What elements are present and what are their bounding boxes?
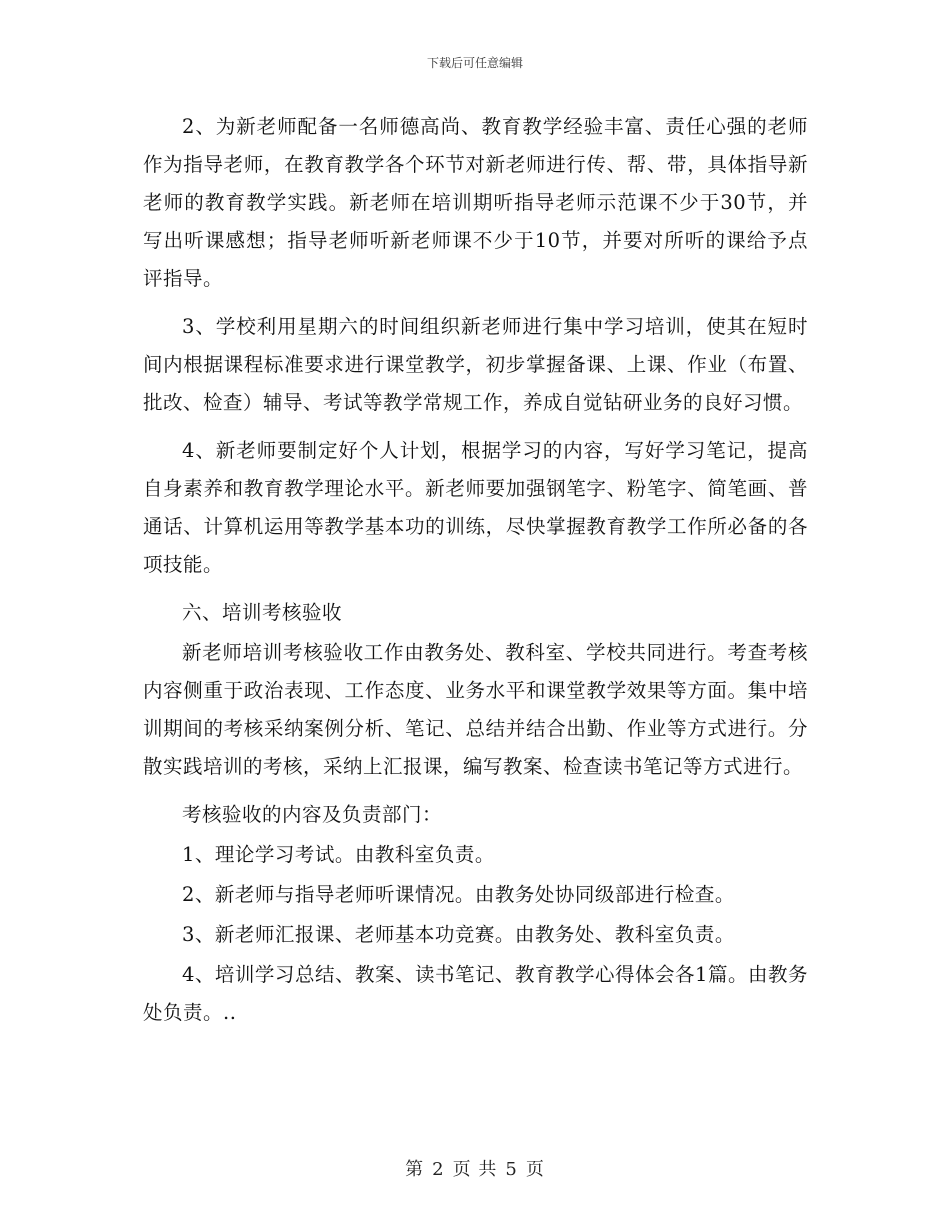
body-text [143, 108, 808, 1042]
page-number: 2 [432, 1159, 445, 1180]
paragraph-assessment-items-intro: 考核验收的内容及负责部门： [182, 803, 443, 826]
page-mid: 页 共 [452, 1159, 498, 1180]
paragraph-assessment-overview: 新老师培训考核验收工作由教务处、教科室、学校共同进行。考查考核内容侧重于政治表现、工作态度、业务水平和课堂教学效果等方面。集中培训期间的考核采纳案例分析、笔记、总结并结合出勤、作业等方式进行。分散实践培训的考核，采纳上汇报课，编写教案、检查读书笔记等方式进行。 [143, 641, 808, 778]
page-footer [0, 1155, 950, 1181]
section-heading-assessment: 六、培训考核验收 [182, 601, 343, 624]
paragraph-saturday-training: 3、学校利用星期六的时间组织新老师进行集中学习培训，使其在短时间内根据课程标准要求进行课堂教学，初步掌握备课、上课、作业（布置、批改、检查）辅导、考试等教学常规工作，养成自觉钻研业务的良好习惯。 [143, 315, 808, 414]
list-item-training-summary: 4、培训学习总结、教案、读书笔记、教育教学心得体会各1篇。由教务处负责。.. [143, 963, 808, 1024]
header-note: 下载后可任意编辑 [426, 56, 523, 70]
list-item-theory-exam: 1、理论学习考试。由教科室负责。 [182, 843, 495, 866]
page-total: 5 [505, 1159, 518, 1180]
list-item-lesson-observation: 2、新老师与指导老师听课情况。由教务处协同级部进行检查。 [182, 883, 735, 906]
page-prefix: 第 [405, 1159, 425, 1180]
paragraph-mentor-assignment: 2、为新老师配备一名师德高尚、教育教学经验丰富、责任心强的老师作为指导老师，在教育教学各个环节对新老师进行传、帮、带，具体指导新老师的教育教学实践。新老师在培训期听指导老师示范课不少于30节，并写出听课感想；指导老师听新老师课不少于10节，并要对所听的课给予点评指导。 [143, 115, 808, 290]
paragraph-personal-plan: 4、新老师要制定好个人计划，根据学习的内容，写好学习笔记，提高自身素养和教育教学理论水平。新老师要加强钢笔字、粉笔字、简笔画、普通话、计算机运用等教学基本功的训练，尽快掌握教育教学工作所必备的各项技能。 [143, 439, 808, 576]
list-item-report-lesson: 3、新老师汇报课、老师基本功竞赛。由教务处、教科室负责。 [182, 923, 735, 946]
page-suffix: 页 [525, 1159, 545, 1180]
